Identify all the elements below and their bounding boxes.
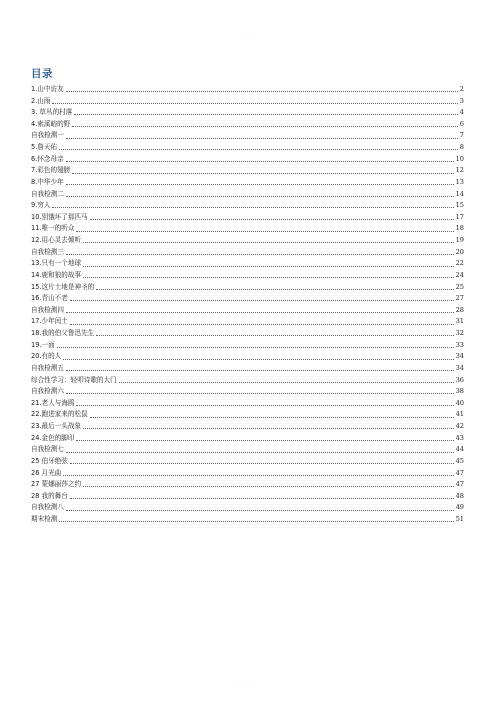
toc-dot-leader xyxy=(96,289,453,290)
toc-entry[interactable] xyxy=(31,468,464,480)
toc-dot-leader xyxy=(76,231,453,232)
toc-entry-page-number: 41 xyxy=(455,410,464,419)
toc-entry[interactable] xyxy=(31,189,464,201)
toc-entry-page-number: 15 xyxy=(455,201,464,210)
toc-entry-label: 25 伯牙绝弦 xyxy=(31,456,68,465)
toc-entry[interactable] xyxy=(31,351,464,363)
toc-entry-label: 自我检测二 xyxy=(31,189,64,198)
toc-dot-leader xyxy=(83,242,454,243)
page-footer-watermark: ········ ····· ··· xyxy=(234,683,262,687)
toc-entry-label: 自我检测三 xyxy=(31,247,64,256)
toc-entry[interactable] xyxy=(31,96,464,108)
toc-entry-page-number: 25 xyxy=(455,282,464,291)
toc-dot-leader xyxy=(90,417,454,418)
page-header-watermark: ········· xyxy=(241,34,255,38)
toc-entry-label: 综合性学习：轻叩诗歌的大门 xyxy=(31,375,117,384)
toc-entry[interactable] xyxy=(31,491,464,503)
toc-entry-page-number: 48 xyxy=(455,491,464,500)
toc-dot-leader xyxy=(59,521,453,522)
toc-entry-page-number: 51 xyxy=(455,515,464,524)
toc-entry-page-number: 12 xyxy=(455,166,464,175)
toc-entry-label: 4.索溪峪的野 xyxy=(31,119,71,128)
toc-entry-page-number: 28 xyxy=(455,305,464,314)
toc-entry[interactable] xyxy=(31,131,464,143)
toc-entry-label: 13.只有一个地球 xyxy=(31,259,82,268)
toc-entry-label: 1.山中访友 xyxy=(31,84,64,93)
toc-dot-leader xyxy=(70,324,454,325)
toc-entry-label: 22.跑进家来的松鼠 xyxy=(31,410,88,419)
toc-entry-label: 21.老人与海鸥 xyxy=(31,398,75,407)
toc-entry-page-number: 10 xyxy=(455,154,464,163)
toc-entry-page-number: 6 xyxy=(459,119,464,128)
toc-entry[interactable] xyxy=(31,165,464,177)
toc-entry-label: 27 蒙娜丽莎之约 xyxy=(31,480,82,489)
toc-entry-label: 自我检测四 xyxy=(31,305,64,314)
toc-entry-label: 23.最后一头战象 xyxy=(31,422,82,431)
toc-dot-leader xyxy=(66,161,454,162)
toc-entry-page-number: 47 xyxy=(455,480,464,489)
toc-entry-page-number: 14 xyxy=(455,189,464,198)
toc-entry[interactable] xyxy=(31,317,464,329)
toc-entry[interactable] xyxy=(31,363,464,375)
toc-entry[interactable] xyxy=(31,235,464,247)
toc-entry-label: 19.一面 xyxy=(31,340,55,349)
toc-entry-page-number: 24 xyxy=(455,270,464,279)
toc-entry[interactable] xyxy=(31,200,464,212)
toc-entry[interactable] xyxy=(31,258,464,270)
toc-dot-leader xyxy=(59,149,458,150)
toc-entry[interactable] xyxy=(31,247,464,259)
toc-entry-label: 28 我的舞台 xyxy=(31,491,68,500)
toc-entry-label: 3. 草丛的村落 xyxy=(31,108,73,117)
toc-entry-page-number: 13 xyxy=(455,177,464,186)
toc-entry-page-number: 20 xyxy=(455,247,464,256)
toc-entry[interactable] xyxy=(31,514,464,526)
toc-dot-leader xyxy=(66,196,454,197)
toc-entry-label: 11.唯一的听众 xyxy=(31,224,75,233)
toc-entry-page-number: 40 xyxy=(455,398,464,407)
toc-dot-leader xyxy=(74,114,457,115)
toc-entry-label: 自我检测七 xyxy=(31,445,64,454)
toc-dot-leader xyxy=(83,486,454,487)
toc-dot-leader xyxy=(72,126,458,127)
toc-entry-page-number: 49 xyxy=(455,503,464,512)
toc-entry[interactable] xyxy=(31,282,464,294)
toc-dot-leader xyxy=(76,440,453,441)
toc-entry-label: 5.詹天佑 xyxy=(31,143,58,152)
toc-dot-leader xyxy=(52,207,453,208)
toc-entry-label: 26 月光曲 xyxy=(31,468,62,477)
toc-entry-page-number: 47 xyxy=(455,468,464,477)
toc-entry[interactable] xyxy=(31,386,464,398)
toc-dot-leader xyxy=(66,370,454,371)
toc-entry-page-number: 32 xyxy=(455,329,464,338)
toc-entry-page-number: 3 xyxy=(459,96,464,105)
toc-entry-label: 9.穷人 xyxy=(31,201,51,210)
toc-entry-page-number: 31 xyxy=(455,317,464,326)
toc-entry-label: 18.我的伯父鲁迅先生 xyxy=(31,329,95,338)
toc-entry-page-number: 4 xyxy=(459,108,464,117)
toc-entry[interactable] xyxy=(31,444,464,456)
toc-entry-label: 24.金色的脚印 xyxy=(31,433,75,442)
toc-entry[interactable] xyxy=(31,456,464,468)
toc-title: 目录 xyxy=(31,68,53,80)
toc-entry[interactable] xyxy=(31,503,464,515)
toc-entry-label: 16.青山不老 xyxy=(31,294,68,303)
toc-entry[interactable] xyxy=(31,398,464,410)
toc-entry-label: 2.山雨 xyxy=(31,96,51,105)
toc-entry-page-number: 45 xyxy=(455,456,464,465)
toc-entry-page-number: 22 xyxy=(455,259,464,268)
toc-dot-leader xyxy=(90,219,454,220)
toc-dot-leader xyxy=(96,335,453,336)
toc-entry-page-number: 36 xyxy=(455,375,464,384)
toc-dot-leader xyxy=(72,173,453,174)
toc-entry-page-number: 43 xyxy=(455,433,464,442)
toc-entry[interactable] xyxy=(31,328,464,340)
toc-dot-leader xyxy=(63,359,453,360)
toc-dot-leader xyxy=(70,498,454,499)
toc-entry-label: 8.中华少年 xyxy=(31,177,64,186)
toc-dot-leader xyxy=(66,254,454,255)
toc-dot-leader xyxy=(63,475,453,476)
toc-entry-page-number: 19 xyxy=(455,236,464,245)
toc-dot-leader xyxy=(76,405,453,406)
toc-entry-label: 17.少年闰土 xyxy=(31,317,68,326)
toc-entry-label: 6.怀念母亲 xyxy=(31,154,64,163)
toc-entry-label: 期末检测 xyxy=(31,515,58,524)
toc-entry-label: 自我检测五 xyxy=(31,363,64,372)
toc-entry[interactable] xyxy=(31,107,464,119)
toc-dot-leader xyxy=(66,452,454,453)
toc-entry[interactable] xyxy=(31,305,464,317)
toc-entry-label: 自我检测一 xyxy=(31,131,64,140)
toc-dot-leader xyxy=(57,347,454,348)
toc-entry[interactable] xyxy=(31,177,464,189)
toc-entry-page-number: 7 xyxy=(459,131,464,140)
toc-entry-label: 12.用心灵去倾听 xyxy=(31,236,82,245)
toc-entry[interactable] xyxy=(31,433,464,445)
toc-entry-label: 15.这片土地是神圣的 xyxy=(31,282,95,291)
toc-dot-leader xyxy=(83,266,454,267)
toc-entry-label: 7.彩色的翅膀 xyxy=(31,166,71,175)
toc-entry-page-number: 34 xyxy=(455,363,464,372)
toc-dot-leader xyxy=(70,463,454,464)
toc-dot-leader xyxy=(66,184,454,185)
toc-entry-label: 自我检测八 xyxy=(31,503,64,512)
toc-entry[interactable] xyxy=(31,84,464,96)
toc-entry-page-number: 34 xyxy=(455,352,464,361)
toc-entry-label: 20.有的人 xyxy=(31,352,62,361)
toc-entry[interactable] xyxy=(31,340,464,352)
toc-entry[interactable] xyxy=(31,293,464,305)
toc-entry[interactable] xyxy=(31,154,464,166)
toc-entry-page-number: 17 xyxy=(455,212,464,221)
toc-dot-leader xyxy=(70,300,454,301)
toc-dot-leader xyxy=(83,277,454,278)
toc-entry-page-number: 8 xyxy=(459,143,464,152)
toc-entry-label: 10.别饿坏了那匹马 xyxy=(31,212,88,221)
toc-entry-label: 14.鹿和狼的故事 xyxy=(31,270,82,279)
toc-entry-page-number: 33 xyxy=(455,340,464,349)
toc-dot-leader xyxy=(66,91,458,92)
toc-dot-leader xyxy=(66,312,454,313)
toc-entry-page-number: 42 xyxy=(455,422,464,431)
toc-entry-page-number: 27 xyxy=(455,294,464,303)
toc-entry[interactable] xyxy=(31,410,464,422)
toc-entry-page-number: 44 xyxy=(455,445,464,454)
toc-dot-leader xyxy=(52,103,457,104)
toc-dot-leader xyxy=(83,428,454,429)
toc-entry[interactable] xyxy=(31,270,464,282)
toc-dot-leader xyxy=(66,138,458,139)
toc-entry[interactable] xyxy=(31,212,464,224)
toc-entry-page-number: 38 xyxy=(455,387,464,396)
toc-entry-label: 自我检测六 xyxy=(31,387,64,396)
table-of-contents xyxy=(31,84,464,526)
toc-dot-leader xyxy=(119,382,454,383)
toc-entry[interactable] xyxy=(31,142,464,154)
toc-entry-page-number: 18 xyxy=(455,224,464,233)
toc-dot-leader xyxy=(66,393,454,394)
toc-entry[interactable] xyxy=(31,479,464,491)
toc-dot-leader xyxy=(66,510,454,511)
toc-entry[interactable] xyxy=(31,224,464,236)
toc-entry-page-number: 2 xyxy=(459,84,464,93)
toc-entry[interactable] xyxy=(31,119,464,131)
toc-entry[interactable] xyxy=(31,375,464,387)
toc-entry[interactable] xyxy=(31,421,464,433)
